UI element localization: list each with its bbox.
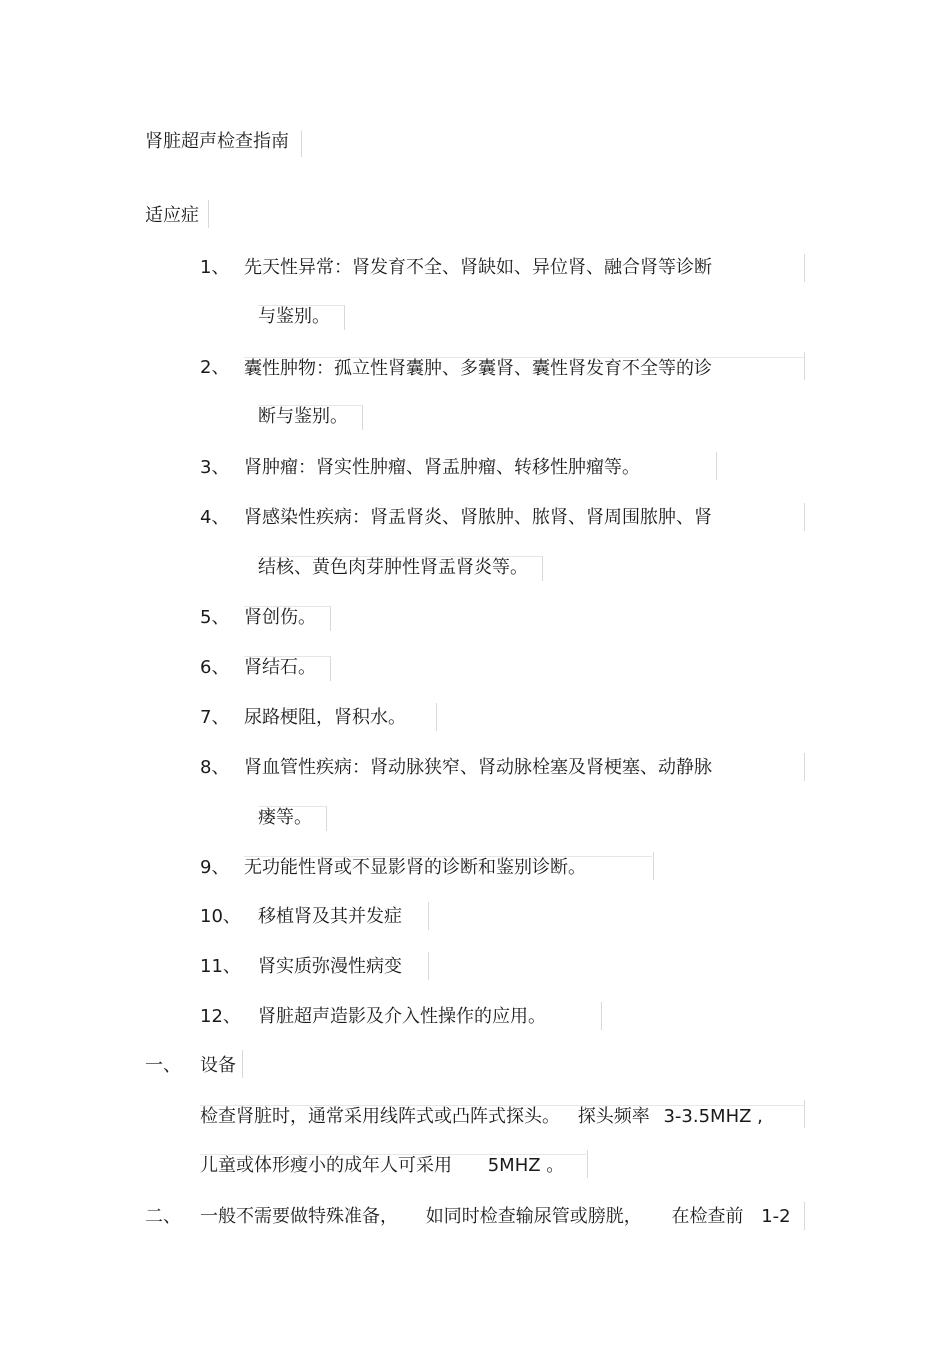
list-item-text: 先天性异常：肾发育不全、肾缺如、异位肾、融合肾等诊断 — [244, 257, 712, 278]
paragraph-text: 如同时检查输尿管或膀胱， — [425, 1206, 642, 1227]
section-number: 二、 — [145, 1206, 181, 1227]
list-item-text-cont: 断与鉴别。 — [258, 405, 363, 430]
list-item-text: 肾血管性疾病：肾动脉狭窄、肾动脉栓塞及肾梗塞、动静脉 — [244, 757, 712, 778]
list-item-number: 11、 — [200, 956, 241, 977]
list-item-rule — [428, 952, 429, 980]
list-item-text: 肾结石。 — [244, 656, 331, 681]
list-item-rule — [436, 703, 437, 731]
paragraph-text: 检查肾脏时，通常采用线阵式或凸阵式探头。 — [200, 1106, 560, 1127]
list-item-number: 10、 — [200, 906, 241, 927]
list-item-number: 8、 — [200, 757, 230, 778]
list-item-text: 肾创伤。 — [244, 606, 331, 631]
list-item-number: 2、 — [200, 357, 230, 378]
list-item-text-cont: 瘘等。 — [258, 806, 327, 831]
paragraph-rule — [804, 1202, 805, 1230]
list-item-rule — [428, 902, 429, 930]
list-item-rule — [804, 503, 805, 531]
list-item-rule — [804, 753, 805, 781]
list-item-number: 4、 — [200, 507, 230, 528]
section-number: 一、 — [145, 1055, 181, 1076]
list-item-text-cont: 结核、黄色肉芽肿性肾盂肾炎等。 — [258, 556, 543, 581]
paragraph-text: 一般不需要做特殊准备， — [200, 1206, 398, 1227]
list-item-text: 肾肿瘤：肾实性肿瘤、肾盂肿瘤、转移性肿瘤等。 — [244, 457, 640, 478]
paragraph-rule — [587, 1150, 588, 1178]
paragraph-text: 在检查前 — [671, 1206, 744, 1227]
list-item-text: 无功能性肾或不显影肾的诊断和鉴别诊断。 — [244, 856, 652, 881]
paragraph-value: 3-3.5MHZ , — [663, 1106, 763, 1127]
list-item-text: 囊性肿物：孤立性肾囊肿、多囊肾、囊性肾发育不全等的诊 — [244, 357, 804, 380]
list-item-number: 3、 — [200, 457, 230, 478]
list-item-number: 9、 — [200, 857, 230, 878]
section-paragraph-line — [200, 1206, 804, 1228]
list-item-text: 移植肾及其并发症 — [258, 906, 402, 927]
section-heading: 设备 — [200, 1055, 236, 1076]
list-item-text: 肾实质弥漫性病变 — [258, 956, 402, 977]
list-item-rule — [653, 852, 654, 880]
document-title: 肾脏超声检查指南 — [145, 130, 302, 157]
section-paragraph-line — [200, 1105, 804, 1128]
paragraph-rule — [804, 1100, 805, 1128]
list-item-number: 5、 — [200, 607, 230, 628]
paragraph-value: 5MHZ 。 — [487, 1155, 565, 1176]
list-item-number: 7、 — [200, 707, 230, 728]
list-item-text: 尿路梗阻，肾积水。 — [244, 707, 406, 728]
paragraph-value: 1-2 — [761, 1206, 791, 1227]
section-heading-rule — [242, 1050, 243, 1078]
list-item-rule — [804, 352, 805, 380]
section-paragraph-line — [200, 1154, 586, 1177]
list-item-text: 肾脏超声造影及介入性操作的应用。 — [258, 1006, 546, 1027]
paragraph-text: 儿童或体形瘦小的成年人可采用 — [200, 1155, 452, 1176]
list-item-number: 12、 — [200, 1006, 241, 1027]
list-item-rule — [601, 1002, 602, 1030]
list-item-text-cont: 与鉴别。 — [258, 305, 345, 330]
indications-heading: 适应症 — [145, 205, 199, 226]
list-item-rule — [804, 254, 805, 282]
indications-heading-rule — [208, 200, 209, 228]
list-item-text: 肾感染性疾病：肾盂肾炎、肾脓肿、脓肾、肾周围脓肿、肾 — [244, 507, 712, 528]
list-item-number: 6、 — [200, 657, 230, 678]
paragraph-text: 探头频率 — [577, 1106, 650, 1127]
list-item-rule — [716, 452, 717, 480]
list-item-number: 1、 — [200, 257, 230, 278]
